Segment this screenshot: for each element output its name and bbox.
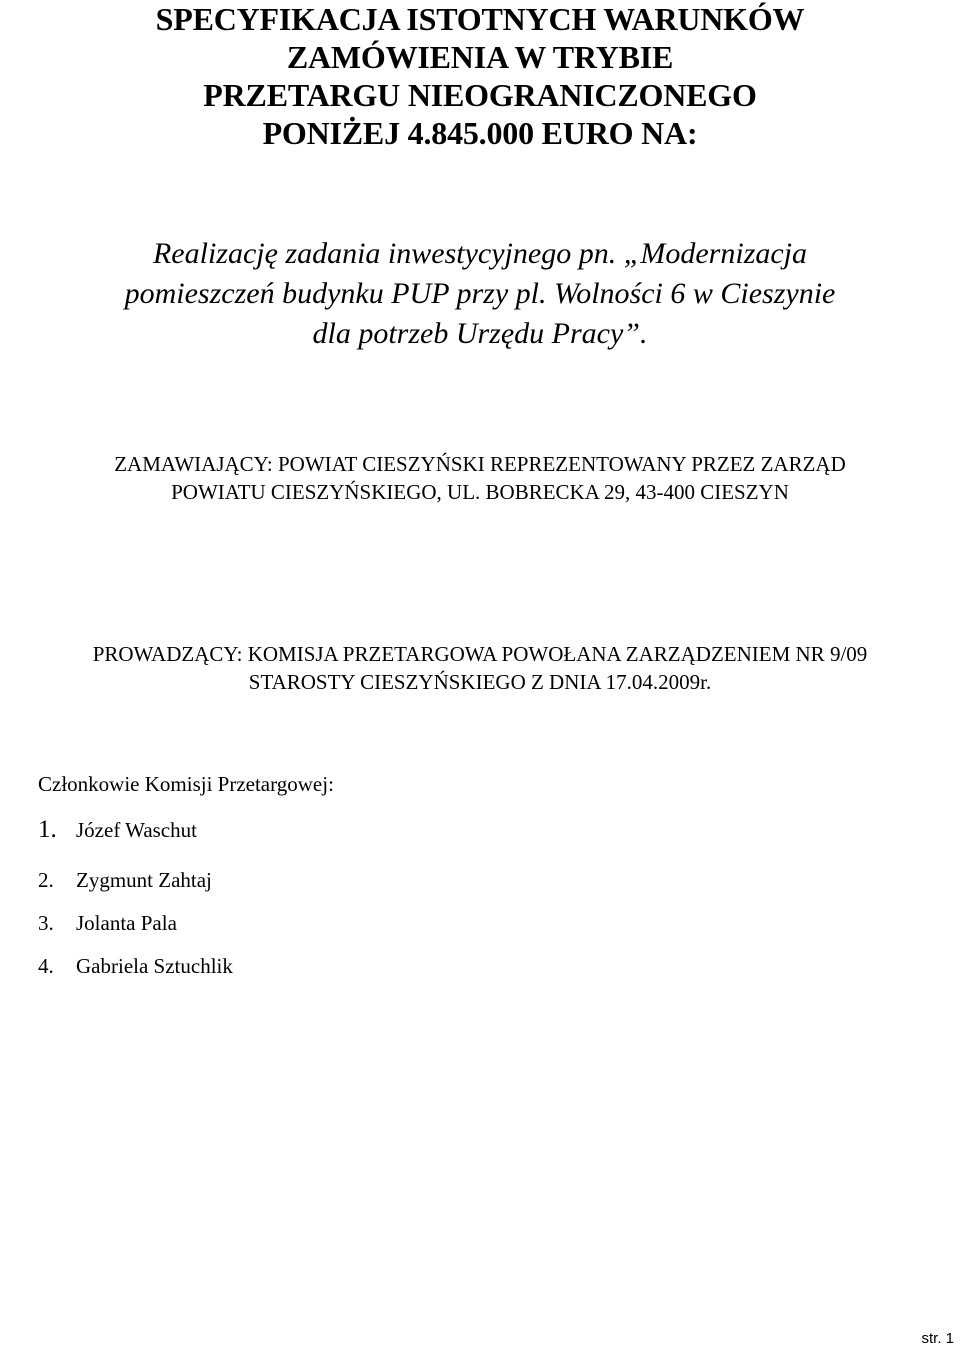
member-name: Jolanta Pala (76, 911, 177, 935)
member-number: 1. (38, 816, 57, 843)
ordering-party (0, 450, 960, 506)
committee-member (38, 909, 177, 937)
member-number: 4. (38, 954, 54, 978)
subject-line: dla potrzeb Urzędu Pracy”. (312, 317, 648, 350)
title-line: SPECYFIKACJA ISTOTNYCH WARUNKÓW (155, 1, 805, 37)
conducting-party (0, 640, 960, 696)
committee-heading: Członkowie Komisji Przetargowej: (38, 772, 334, 796)
committee-member (38, 816, 197, 844)
title-line: ZAMÓWIENIA W TRYBIE (286, 39, 674, 75)
committee-member (38, 866, 212, 894)
subject-line: Realizację zadania inwestycyjnego pn. „Modernizacja (152, 237, 808, 270)
ordering-party-line: ZAMAWIAJĄCY: POWIAT CIESZYŃSKI REPREZENTOWANY PRZEZ ZARZĄD (114, 452, 846, 476)
member-name: Gabriela Sztuchlik (76, 954, 233, 978)
member-number: 2. (38, 868, 54, 892)
member-name: Zygmunt Zahtaj (76, 868, 212, 892)
title-line: PONIŻEJ 4.845.000 EURO NA: (262, 115, 698, 151)
document-title (0, 0, 960, 152)
contract-subject (0, 234, 960, 354)
conducting-party-line: PROWADZĄCY: KOMISJA PRZETARGOWA POWOŁANA ZARZĄDZENIEM NR 9/09 (92, 642, 868, 666)
subject-line: pomieszczeń budynku PUP przy pl. Wolności 6 w Cieszynie (124, 277, 836, 310)
page-number: str. 1 (921, 1330, 954, 1347)
committee-member (38, 952, 233, 980)
conducting-party-line: STAROSTY CIESZYŃSKIEGO Z DNIA 17.04.2009r. (248, 670, 712, 694)
member-number: 3. (38, 911, 54, 935)
title-line: PRZETARGU NIEOGRANICZONEGO (203, 77, 757, 113)
ordering-party-line: POWIATU CIESZYŃSKIEGO, UL. BOBRECKA 29, 43-400 CIESZYN (171, 480, 789, 504)
member-name: Józef Waschut (76, 818, 197, 842)
